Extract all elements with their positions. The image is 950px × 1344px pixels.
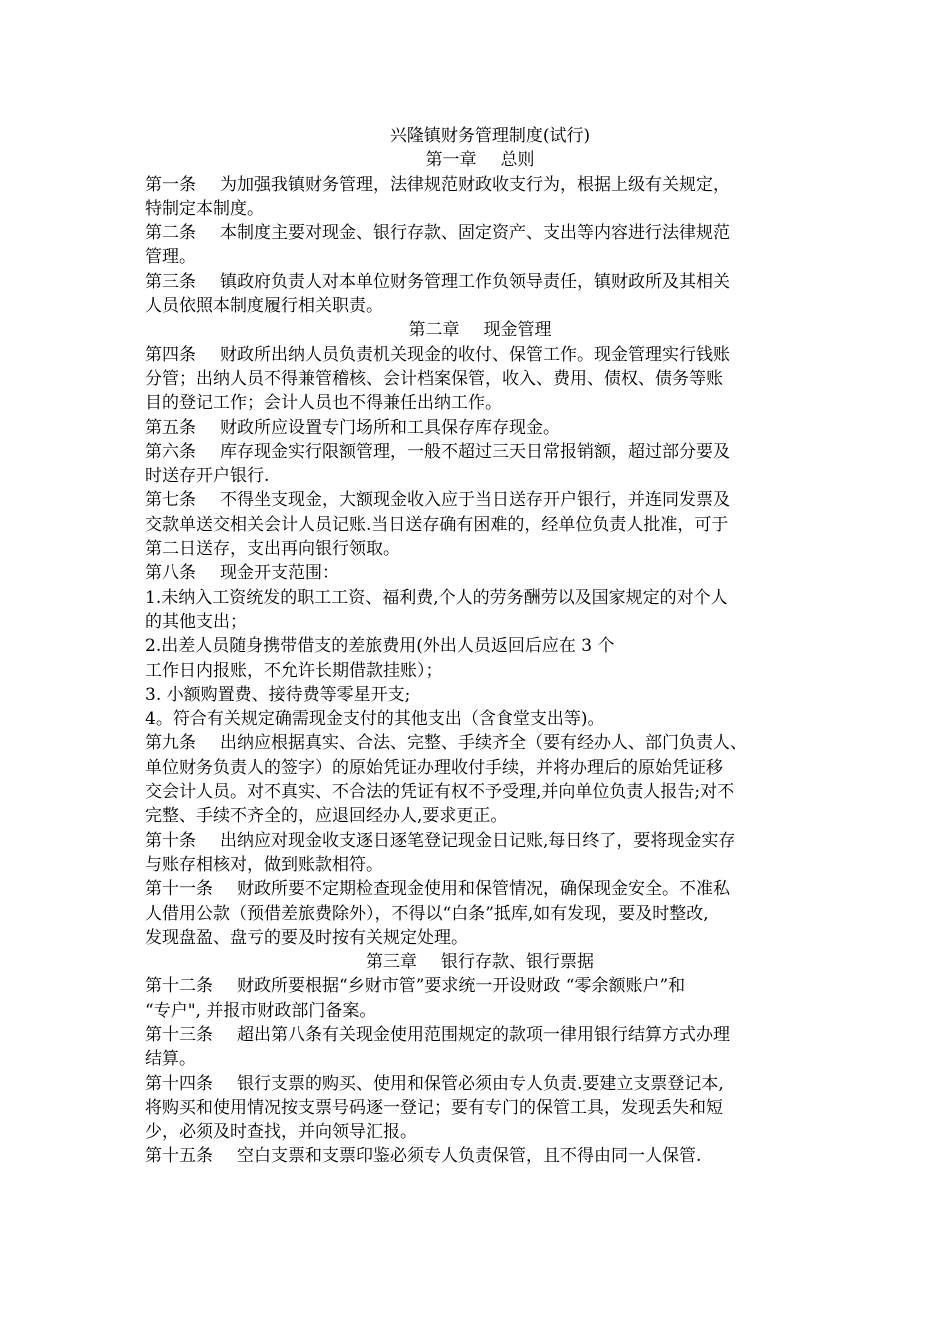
- document-title: 兴隆镇财务管理制度(试行): [389, 126, 591, 146]
- line-text: 交会计人员。对不真实、不合法的凭证有权不予受理,并向单位负责人报告;对不: [145, 782, 735, 803]
- text-line: [145, 1047, 815, 1071]
- article-number: 第七条: [145, 490, 196, 511]
- text-line: [145, 683, 815, 707]
- text-line: [145, 829, 815, 853]
- line-text: 少，必须及时查找，并向领导汇报。: [145, 1122, 417, 1143]
- line-text: 单位财务负责人的签字）的原始凭证办理收付手续，并将办理后的原始凭证移: [145, 757, 723, 778]
- text-line: [145, 270, 815, 294]
- text-line: [145, 731, 815, 755]
- line-text: 特制定本制度。: [145, 198, 264, 219]
- line-text: 分管；出纳人员不得兼管稽核、会计档案保管，收入、费用、债权、债务等账: [145, 368, 723, 389]
- text-line: [145, 173, 815, 197]
- text-line: [145, 999, 815, 1023]
- line-text: 不得坐支现金，大额现金收入应于当日送存开户银行，并连同发票及: [220, 490, 730, 511]
- line-text: 财政所应设置专门场所和工具保存库存现金。: [220, 417, 560, 438]
- line-text: 出纳应对现金收支逐日逐笔登记现金日记账,每日终了，要将现金实存: [220, 830, 736, 851]
- text-line: [145, 561, 815, 585]
- text-line: [145, 1120, 815, 1144]
- chapter-heading: [145, 318, 815, 342]
- text-line: [145, 513, 815, 537]
- line-text: 目的登记工作；会计人员也不得兼任出纳工作。: [145, 393, 502, 414]
- line-text: 财政所出纳人员负责机关现金的收付、保管工作。现金管理实行钱账: [220, 344, 730, 365]
- line-text: 4。符合有关规定确需现金支付的其他支出（含食堂支出等)。: [145, 709, 605, 730]
- text-line: [145, 391, 815, 415]
- line-text: 银行支票的购买、使用和保管必须由专人负责.要建立支票登记本,: [237, 1073, 724, 1094]
- text-line: [145, 440, 815, 464]
- text-line: [145, 294, 815, 318]
- text-line: [145, 464, 815, 488]
- text-line: [145, 586, 815, 610]
- line-text: 3. 小额购置费、接待费等零星开支;: [145, 684, 411, 705]
- text-line: [145, 926, 815, 950]
- text-line: [145, 780, 815, 804]
- text-line: [145, 221, 815, 245]
- line-text: 出纳应根据真实、合法、完整、手续齐全（要有经办人、部门负责人、: [220, 733, 747, 754]
- text-line: [145, 877, 815, 901]
- text-line: [145, 1072, 815, 1096]
- line-text: 第二日送存，支出再向银行领取。: [145, 539, 400, 560]
- line-text: 1.未纳入工资统发的职工工资、福利费,个人的劳务酬劳以及国家规定的对个人: [145, 587, 728, 608]
- line-text: 工作日内报账，不允许长期借款挂账）；: [145, 660, 443, 681]
- document-body: [145, 148, 815, 1168]
- line-text: 2.出差人员随身携带借支的差旅费用(外出人员返回后应在 3 个: [145, 636, 615, 657]
- line-text: 现金开支范围：: [220, 563, 339, 584]
- text-line: [145, 804, 815, 828]
- text-line: [145, 707, 815, 731]
- chapter-title: 银行存款、银行票据: [441, 952, 594, 973]
- article-number: 第四条: [145, 344, 196, 365]
- text-line: [145, 1144, 815, 1168]
- article-number: 第五条: [145, 417, 196, 438]
- text-line: [145, 974, 815, 998]
- text-line: [145, 902, 815, 926]
- line-text: 为加强我镇财务管理，法律规范财政收支行为，根据上级有关规定，: [220, 174, 730, 195]
- line-text: 人员依照本制度履行相关职责。: [145, 296, 383, 317]
- line-text: “专户", 并报市财政部门备案。: [145, 1000, 377, 1021]
- article-number: 第十五条: [145, 1146, 213, 1167]
- line-text: 交款单送交相关会计人员记账.当日送存确有困难的，经单位负责人批准，可于: [145, 514, 729, 535]
- line-text: 发现盘盈、盘亏的要及时按有关规定处理。: [145, 927, 468, 948]
- text-line: [145, 488, 815, 512]
- article-number: 第十一条: [145, 879, 213, 900]
- text-line: [145, 416, 815, 440]
- article-number: 第十二条: [145, 976, 213, 997]
- line-text: 财政所要不定期检查现金使用和保管情况，确保现金安全。不准私: [237, 879, 730, 900]
- document-page: [145, 124, 815, 1169]
- article-number: 第六条: [145, 441, 196, 462]
- article-number: 第十四条: [145, 1073, 213, 1094]
- line-text: 结算。: [145, 1049, 196, 1070]
- line-text: 完整、手续不齐全的，应退回经办人,要求更正。: [145, 806, 508, 827]
- line-text: 的其他支出；: [145, 611, 247, 632]
- line-text: 与账存相核对，做到账款相符。: [145, 854, 383, 875]
- line-text: 超出第八条有关现金使用范围规定的款项一律用银行结算方式办理: [237, 1024, 730, 1045]
- line-text: 库存现金实行限额管理，一般不超过三天日常报销额，超过部分要及: [220, 441, 730, 462]
- chapter-number: 第三章: [366, 952, 417, 973]
- line-text: 将购买和使用情况按支票号码逐一登记；要有专门的保管工具，发现丢失和短: [145, 1097, 723, 1118]
- article-number: 第三条: [145, 271, 196, 292]
- text-line: [145, 659, 815, 683]
- text-line: [145, 197, 815, 221]
- text-line: [145, 343, 815, 367]
- text-line: [145, 367, 815, 391]
- text-line: [145, 634, 815, 658]
- line-text: 时送存开户银行.: [145, 466, 270, 487]
- text-line: [145, 537, 815, 561]
- text-line: [145, 853, 815, 877]
- chapter-number: 第二章: [408, 320, 460, 341]
- line-text: 财政所要根据“乡财市管”要求统一开设财政 “零余额账户”和: [237, 976, 686, 997]
- line-text: 镇政府负责人对本单位财务管理工作负领导责任，镇财政所及其相关: [220, 271, 730, 292]
- chapter-heading: [145, 148, 815, 172]
- line-text: 管理。: [145, 247, 196, 268]
- article-number: 第十三条: [145, 1024, 213, 1045]
- article-number: 第一条: [145, 174, 196, 195]
- text-line: [145, 1096, 815, 1120]
- chapter-heading: [145, 950, 815, 974]
- chapter-title: 总则: [500, 150, 535, 171]
- article-number: 第九条: [145, 733, 196, 754]
- text-line: [145, 1023, 815, 1047]
- article-number: 第十条: [145, 830, 196, 851]
- text-line: [145, 756, 815, 780]
- article-number: 第八条: [145, 563, 196, 584]
- line-text: 空白支票和支票印鉴必须专人负责保管，且不得由同一人保管.: [237, 1146, 702, 1167]
- text-line: [145, 610, 815, 634]
- chapter-title: 现金管理: [483, 320, 552, 341]
- chapter-number: 第一章: [425, 150, 477, 171]
- text-line: [145, 245, 815, 269]
- article-number: 第二条: [145, 223, 196, 244]
- line-text: 人借用公款（预借差旅费除外），不得以“白条”抵库,如有发现，要及时整改,: [145, 903, 709, 924]
- line-text: 本制度主要对现金、银行存款、固定资产、支出等内容进行法律规范: [220, 223, 730, 244]
